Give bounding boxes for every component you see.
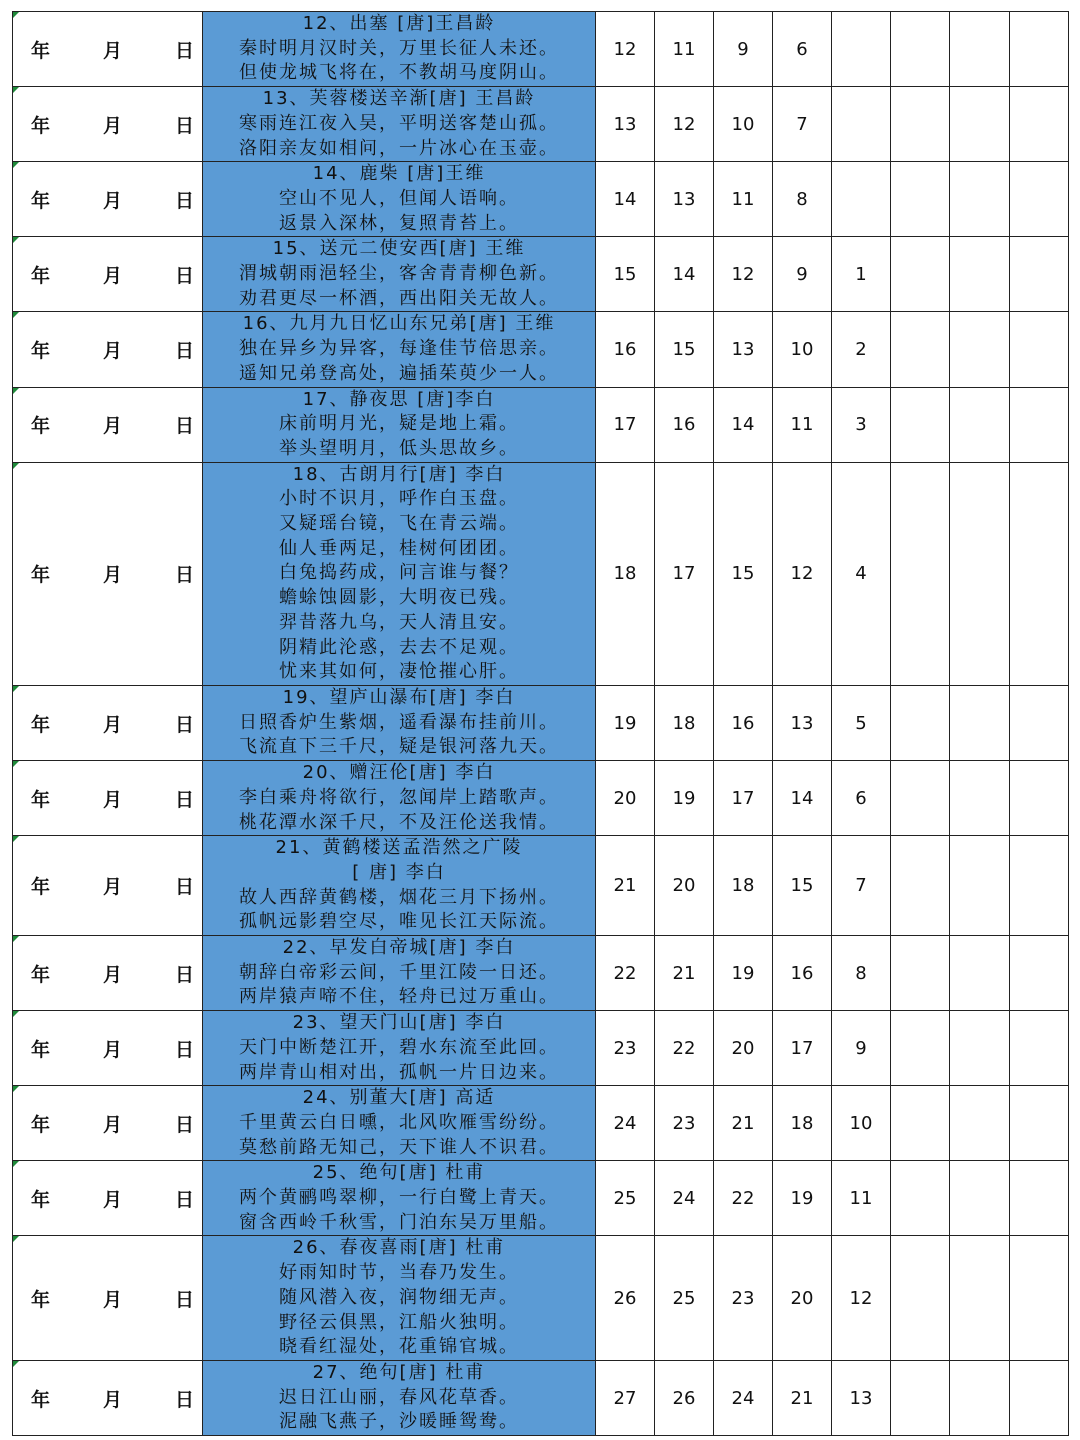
poem-cell [203, 836, 596, 936]
review-day-cell[interactable]: 17 [655, 462, 714, 685]
review-day-cell[interactable] [950, 836, 1010, 936]
poem-cell [203, 162, 596, 237]
date-cell[interactable] [13, 1236, 203, 1361]
date-cell[interactable] [13, 237, 203, 312]
poem-line: 又疑瑶台镜，飞在青云端。 [279, 513, 519, 535]
review-day-cell[interactable]: 12 [655, 87, 714, 162]
poem-title: 23、望天门山[唐] 李白 [292, 1012, 506, 1034]
review-day-cell[interactable]: 19 [714, 936, 773, 1011]
review-day-cell[interactable] [1010, 1236, 1069, 1361]
poem-line: 晓看红湿处，花重锦官城。 [279, 1336, 519, 1358]
review-day-cell[interactable] [950, 1236, 1010, 1361]
date-year-label: 年 [31, 1388, 51, 1411]
date-day-label: 日 [174, 1188, 194, 1211]
date-day-label: 日 [174, 713, 194, 736]
date-day-label: 日 [174, 1113, 194, 1136]
review-day-cell[interactable]: 3 [832, 387, 891, 462]
date-cell[interactable] [13, 1161, 203, 1236]
review-day-cell[interactable]: 24 [655, 1161, 714, 1236]
review-day-cell[interactable]: 19 [596, 685, 655, 760]
poem-line: 野径云俱黑，江船火独明。 [279, 1311, 519, 1333]
review-day-cell[interactable]: 15 [655, 312, 714, 387]
review-day-cell[interactable] [891, 462, 950, 685]
review-day-cell[interactable]: 11 [773, 387, 832, 462]
poem-line: 举头望明月，低头思故乡。 [279, 437, 519, 459]
review-day-cell[interactable] [1010, 761, 1069, 836]
review-day-cell[interactable]: 1 [832, 237, 891, 312]
poem-title: 14、鹿柴 [唐]王维 [312, 163, 486, 185]
poem-line: 飞流直下三千尺，疑是银河落九天。 [239, 736, 559, 758]
poem-line: 好雨知时节，当春乃发生。 [279, 1262, 519, 1284]
review-day-cell[interactable]: 14 [655, 237, 714, 312]
review-day-cell[interactable]: 24 [714, 1360, 773, 1435]
review-day-cell[interactable] [1010, 237, 1069, 312]
review-day-cell[interactable]: 12 [773, 462, 832, 685]
poem-cell [203, 462, 596, 685]
poem-line: 空山不见人，但闻人语响。 [279, 187, 519, 209]
poem-line: 迟日江山丽，春风花草香。 [279, 1386, 519, 1408]
poem-title: 25、绝句[唐] 杜甫 [312, 1162, 486, 1184]
review-day-cell[interactable] [950, 685, 1010, 760]
table-body [13, 12, 1069, 1436]
review-day-cell[interactable]: 24 [596, 1086, 655, 1161]
review-day-cell[interactable]: 21 [596, 836, 655, 936]
date-year-label: 年 [31, 1038, 51, 1061]
table-row [13, 1086, 1069, 1161]
review-day-cell[interactable] [1010, 312, 1069, 387]
date-cell[interactable] [13, 162, 203, 237]
date-year-label: 年 [31, 963, 51, 986]
date-month-label: 月 [102, 788, 122, 811]
review-day-cell[interactable]: 15 [773, 836, 832, 936]
review-day-cell[interactable] [891, 1086, 950, 1161]
poem-cell [203, 685, 596, 760]
poem-title: 15、送元二使安西[唐] 王维 [272, 238, 526, 260]
table-row [13, 87, 1069, 162]
review-day-cell[interactable]: 23 [596, 1011, 655, 1086]
review-day-cell[interactable] [1010, 1086, 1069, 1161]
review-day-cell[interactable] [1010, 936, 1069, 1011]
review-day-cell[interactable]: 4 [832, 462, 891, 685]
poem-cell [203, 761, 596, 836]
poem-line: 阴精此沦惑，去去不足观。 [279, 636, 519, 658]
poem-line: 日照香炉生紫烟，遥看瀑布挂前川。 [239, 711, 559, 733]
table-row [13, 1011, 1069, 1086]
date-month-label: 月 [102, 713, 122, 736]
review-day-cell[interactable] [950, 1360, 1010, 1435]
table-row [13, 1161, 1069, 1236]
poem-line: 千里黄云白日曛，北风吹雁雪纷纷。 [239, 1111, 559, 1133]
date-year-label: 年 [31, 564, 51, 587]
table-row [13, 312, 1069, 387]
review-day-cell[interactable]: 13 [596, 87, 655, 162]
poem-cell [203, 936, 596, 1011]
poem-cell [203, 1360, 596, 1435]
date-day-label: 日 [174, 564, 194, 587]
review-day-cell[interactable]: 13 [714, 312, 773, 387]
review-day-cell[interactable]: 17 [596, 387, 655, 462]
review-day-cell[interactable] [832, 87, 891, 162]
review-day-cell[interactable] [891, 936, 950, 1011]
review-day-cell[interactable] [891, 312, 950, 387]
review-day-cell[interactable]: 11 [655, 12, 714, 87]
review-day-cell[interactable] [950, 237, 1010, 312]
review-day-cell[interactable] [891, 1161, 950, 1236]
review-day-cell[interactable]: 11 [714, 162, 773, 237]
poem-line: 羿昔落九乌，天人清且安。 [279, 611, 519, 633]
review-day-cell[interactable] [891, 836, 950, 936]
poem-title: 18、古朗月行[唐] 李白 [292, 463, 506, 485]
review-day-cell[interactable]: 6 [773, 12, 832, 87]
poem-title: 19、望庐山瀑布[唐] 李白 [282, 686, 516, 708]
poem-line: 朝辞白帝彩云间，千里江陵一日还。 [239, 961, 559, 983]
date-cell[interactable] [13, 1011, 203, 1086]
review-day-cell[interactable]: 14 [714, 387, 773, 462]
poem-cell [203, 1011, 596, 1086]
date-cell[interactable] [13, 836, 203, 936]
table-row [13, 1236, 1069, 1361]
poem-title: 13、芙蓉楼送辛渐[唐] 王昌龄 [262, 88, 536, 110]
review-day-cell[interactable] [950, 387, 1010, 462]
poem-cell [203, 87, 596, 162]
review-day-cell[interactable] [891, 1236, 950, 1361]
review-day-cell[interactable] [1010, 87, 1069, 162]
poem-line: 小时不识月，呼作白玉盘。 [279, 488, 519, 510]
date-year-label: 年 [31, 339, 51, 362]
poem-line: 两岸青山相对出，孤帆一片日边来。 [239, 1061, 559, 1083]
date-cell[interactable] [13, 1086, 203, 1161]
date-month-label: 月 [102, 1288, 122, 1311]
review-day-cell[interactable] [950, 936, 1010, 1011]
date-year-label: 年 [31, 264, 51, 287]
review-day-cell[interactable]: 15 [596, 237, 655, 312]
date-day-label: 日 [174, 189, 194, 212]
review-day-cell[interactable]: 22 [596, 936, 655, 1011]
date-month-label: 月 [102, 876, 122, 899]
review-day-cell[interactable]: 14 [773, 761, 832, 836]
poem-title: 16、九月九日忆山东兄弟[唐] 王维 [242, 313, 556, 335]
review-day-cell[interactable]: 19 [655, 761, 714, 836]
date-cell[interactable] [13, 1360, 203, 1435]
poem-line: 故人西辞黄鹤楼，烟花三月下扬州。 [239, 886, 559, 908]
date-day-label: 日 [174, 39, 194, 62]
review-day-cell[interactable] [1010, 836, 1069, 936]
date-month-label: 月 [102, 114, 122, 137]
poem-title: 26、春夜喜雨[唐] 杜甫 [292, 1237, 506, 1259]
date-day-label: 日 [174, 114, 194, 137]
date-day-label: 日 [174, 264, 194, 287]
review-day-cell[interactable] [891, 12, 950, 87]
review-day-cell[interactable]: 16 [714, 685, 773, 760]
poem-title: 24、别董大[唐] 高适 [302, 1087, 496, 1109]
review-day-cell[interactable]: 25 [596, 1161, 655, 1236]
review-day-cell[interactable]: 11 [832, 1161, 891, 1236]
table-row [13, 162, 1069, 237]
review-day-cell[interactable]: 9 [714, 12, 773, 87]
review-day-cell[interactable] [950, 761, 1010, 836]
review-day-cell[interactable] [950, 12, 1010, 87]
date-day-label: 日 [174, 963, 194, 986]
date-cell[interactable] [13, 387, 203, 462]
review-day-cell[interactable]: 10 [832, 1086, 891, 1161]
review-day-cell[interactable]: 20 [773, 1236, 832, 1361]
date-year-label: 年 [31, 876, 51, 899]
date-year-label: 年 [31, 1188, 51, 1211]
review-day-cell[interactable]: 7 [832, 836, 891, 936]
review-day-cell[interactable] [950, 1161, 1010, 1236]
review-day-cell[interactable]: 10 [714, 87, 773, 162]
review-day-cell[interactable]: 16 [773, 936, 832, 1011]
review-day-cell[interactable] [950, 162, 1010, 237]
review-day-cell[interactable] [891, 685, 950, 760]
review-day-cell[interactable]: 12 [832, 1236, 891, 1361]
poem-title: 20、赠汪伦[唐] 李白 [302, 762, 496, 784]
date-month-label: 月 [102, 39, 122, 62]
review-day-cell[interactable] [950, 1086, 1010, 1161]
review-day-cell[interactable]: 18 [773, 1086, 832, 1161]
review-day-cell[interactable]: 20 [596, 761, 655, 836]
poem-cell [203, 1161, 596, 1236]
review-day-cell[interactable] [891, 761, 950, 836]
review-day-cell[interactable]: 22 [655, 1011, 714, 1086]
review-day-cell[interactable] [950, 87, 1010, 162]
review-day-cell[interactable] [891, 387, 950, 462]
review-day-cell[interactable]: 19 [773, 1161, 832, 1236]
poem-title: 12、出塞 [唐]王昌龄 [302, 13, 496, 34]
date-month-label: 月 [102, 189, 122, 212]
review-day-cell[interactable]: 15 [714, 462, 773, 685]
poem-cell [203, 387, 596, 462]
review-day-cell[interactable]: 7 [773, 87, 832, 162]
review-day-cell[interactable] [891, 87, 950, 162]
poem-line: 渭城朝雨浥轻尘，客舍青青柳色新。 [239, 263, 559, 285]
review-day-cell[interactable]: 9 [773, 237, 832, 312]
review-day-cell[interactable]: 8 [832, 936, 891, 1011]
date-year-label: 年 [31, 713, 51, 736]
review-day-cell[interactable]: 5 [832, 685, 891, 760]
date-day-label: 日 [174, 339, 194, 362]
review-day-cell[interactable] [950, 312, 1010, 387]
review-day-cell[interactable]: 26 [655, 1360, 714, 1435]
review-day-cell[interactable] [832, 162, 891, 237]
date-cell[interactable] [13, 761, 203, 836]
poem-line: 但使龙城飞将在，不教胡马度阴山。 [239, 62, 559, 84]
date-day-label: 日 [174, 1388, 194, 1411]
review-day-cell[interactable] [1010, 1360, 1069, 1435]
review-day-cell[interactable] [1010, 462, 1069, 685]
date-month-label: 月 [102, 564, 122, 587]
poem-cell [203, 237, 596, 312]
date-month-label: 月 [102, 415, 122, 438]
review-day-cell[interactable]: 21 [773, 1360, 832, 1435]
table-row [13, 685, 1069, 760]
date-month-label: 月 [102, 1388, 122, 1411]
review-day-cell[interactable]: 22 [714, 1161, 773, 1236]
date-cell[interactable] [13, 87, 203, 162]
table-row [13, 462, 1069, 685]
review-day-cell[interactable]: 13 [655, 162, 714, 237]
poem-line: [ 唐] 李白 [352, 861, 446, 883]
date-year-label: 年 [31, 1113, 51, 1136]
review-day-cell[interactable]: 18 [596, 462, 655, 685]
table-row [13, 761, 1069, 836]
review-day-cell[interactable] [1010, 685, 1069, 760]
review-day-cell[interactable]: 27 [596, 1360, 655, 1435]
review-day-cell[interactable]: 12 [714, 237, 773, 312]
review-day-cell[interactable]: 2 [832, 312, 891, 387]
review-day-cell[interactable] [891, 1360, 950, 1435]
date-year-label: 年 [31, 189, 51, 212]
review-day-cell[interactable]: 17 [773, 1011, 832, 1086]
poem-line: 劝君更尽一杯酒，西出阳关无故人。 [239, 287, 559, 309]
review-day-cell[interactable]: 16 [596, 312, 655, 387]
review-day-cell[interactable]: 13 [832, 1360, 891, 1435]
table-row [13, 936, 1069, 1011]
date-year-label: 年 [31, 788, 51, 811]
poem-cell [203, 1086, 596, 1161]
poem-cell [203, 12, 596, 87]
poem-line: 桃花潭水深千尺，不及汪伦送我情。 [239, 811, 559, 833]
date-year-label: 年 [31, 114, 51, 137]
review-day-cell[interactable]: 9 [832, 1011, 891, 1086]
review-day-cell[interactable] [891, 162, 950, 237]
date-day-label: 日 [174, 415, 194, 438]
date-month-label: 月 [102, 1038, 122, 1061]
table-row [13, 836, 1069, 936]
review-day-cell[interactable]: 25 [655, 1236, 714, 1361]
review-day-cell[interactable] [950, 1011, 1010, 1086]
poem-line: 床前明月光，疑是地上霜。 [279, 413, 519, 435]
date-month-label: 月 [102, 1188, 122, 1211]
poem-line: 泥融飞燕子，沙暖睡鸳鸯。 [279, 1411, 519, 1433]
review-day-cell[interactable]: 12 [596, 12, 655, 87]
table-row [13, 12, 1069, 87]
review-day-cell[interactable]: 14 [596, 162, 655, 237]
date-cell[interactable] [13, 312, 203, 387]
date-day-label: 日 [174, 876, 194, 899]
poem-title: 22、早发白帝城[唐] 李白 [282, 937, 516, 959]
poem-title: 17、静夜思 [唐]李白 [302, 388, 496, 410]
poem-line: 洛阳亲友如相问，一片冰心在玉壶。 [239, 137, 559, 159]
poem-line: 遥知兄弟登高处，遍插茱萸少一人。 [239, 362, 559, 384]
date-month-label: 月 [102, 264, 122, 287]
review-day-cell[interactable] [1010, 162, 1069, 237]
poem-cell [203, 312, 596, 387]
poem-line: 忧来其如何，凄怆摧心肝。 [279, 661, 519, 683]
review-day-cell[interactable]: 21 [655, 936, 714, 1011]
date-day-label: 日 [174, 1038, 194, 1061]
review-day-cell[interactable] [1010, 12, 1069, 87]
poem-line: 两岸猿声啼不住，轻舟已过万重山。 [239, 986, 559, 1008]
date-cell[interactable] [13, 685, 203, 760]
poem-line: 窗含西岭千秋雪，门泊东吴万里船。 [239, 1211, 559, 1233]
review-day-cell[interactable]: 21 [714, 1086, 773, 1161]
table-row [13, 387, 1069, 462]
review-day-cell[interactable] [1010, 1161, 1069, 1236]
poem-line: 孤帆远影碧空尽，唯见长江天际流。 [239, 911, 559, 933]
review-day-cell[interactable]: 20 [714, 1011, 773, 1086]
date-month-label: 月 [102, 963, 122, 986]
poem-line: 返景入深林，复照青苔上。 [279, 212, 519, 234]
poem-line: 秦时明月汉时关，万里长征人未还。 [239, 37, 559, 59]
review-day-cell[interactable]: 23 [714, 1236, 773, 1361]
poem-title: 21、黄鹤楼送孟浩然之广陵 [275, 837, 523, 859]
date-month-label: 月 [102, 339, 122, 362]
review-day-cell[interactable] [832, 12, 891, 87]
poem-title: 27、绝句[唐] 杜甫 [312, 1361, 486, 1383]
review-day-cell[interactable]: 10 [773, 312, 832, 387]
poem-line: 独在异乡为异客，每逢佳节倍思亲。 [239, 338, 559, 360]
date-cell[interactable] [13, 462, 203, 685]
review-day-cell[interactable] [1010, 1011, 1069, 1086]
poem-line: 寒雨连江夜入吴，平明送客楚山孤。 [239, 112, 559, 134]
date-day-label: 日 [174, 788, 194, 811]
poem-cell [203, 1236, 596, 1361]
poem-line: 两个黄鹂鸣翠柳，一行白鹭上青天。 [239, 1187, 559, 1209]
poem-line: 蟾蜍蚀圆影，大明夜已残。 [279, 587, 519, 609]
review-day-cell[interactable]: 23 [655, 1086, 714, 1161]
poem-review-table [12, 11, 1069, 1436]
review-day-cell[interactable] [891, 237, 950, 312]
review-day-cell[interactable]: 17 [714, 761, 773, 836]
poem-line: 天门中断楚江开，碧水东流至此回。 [239, 1036, 559, 1058]
review-day-cell[interactable]: 18 [714, 836, 773, 936]
review-day-cell[interactable] [1010, 387, 1069, 462]
poem-line: 莫愁前路无知己，天下谁人不识君。 [239, 1136, 559, 1158]
review-day-cell[interactable] [891, 1011, 950, 1086]
review-day-cell[interactable]: 6 [832, 761, 891, 836]
poem-line: 仙人垂两足，桂树何团团。 [279, 537, 519, 559]
date-year-label: 年 [31, 1288, 51, 1311]
table-row [13, 1360, 1069, 1435]
review-day-cell[interactable]: 26 [596, 1236, 655, 1361]
poem-line: 白兔捣药成，问言谁与餐？ [279, 562, 519, 584]
review-day-cell[interactable] [950, 462, 1010, 685]
date-day-label: 日 [174, 1288, 194, 1311]
review-day-cell[interactable]: 8 [773, 162, 832, 237]
poem-line: 李白乘舟将欲行，忽闻岸上踏歌声。 [239, 786, 559, 808]
review-day-cell[interactable]: 13 [773, 685, 832, 760]
review-day-cell[interactable]: 20 [655, 836, 714, 936]
date-year-label: 年 [31, 39, 51, 62]
date-year-label: 年 [31, 415, 51, 438]
review-day-cell[interactable]: 18 [655, 685, 714, 760]
date-cell[interactable] [13, 12, 203, 87]
date-cell[interactable] [13, 936, 203, 1011]
poem-line: 随风潜入夜，润物细无声。 [279, 1286, 519, 1308]
date-month-label: 月 [102, 1113, 122, 1136]
review-day-cell[interactable]: 16 [655, 387, 714, 462]
table-row [13, 237, 1069, 312]
